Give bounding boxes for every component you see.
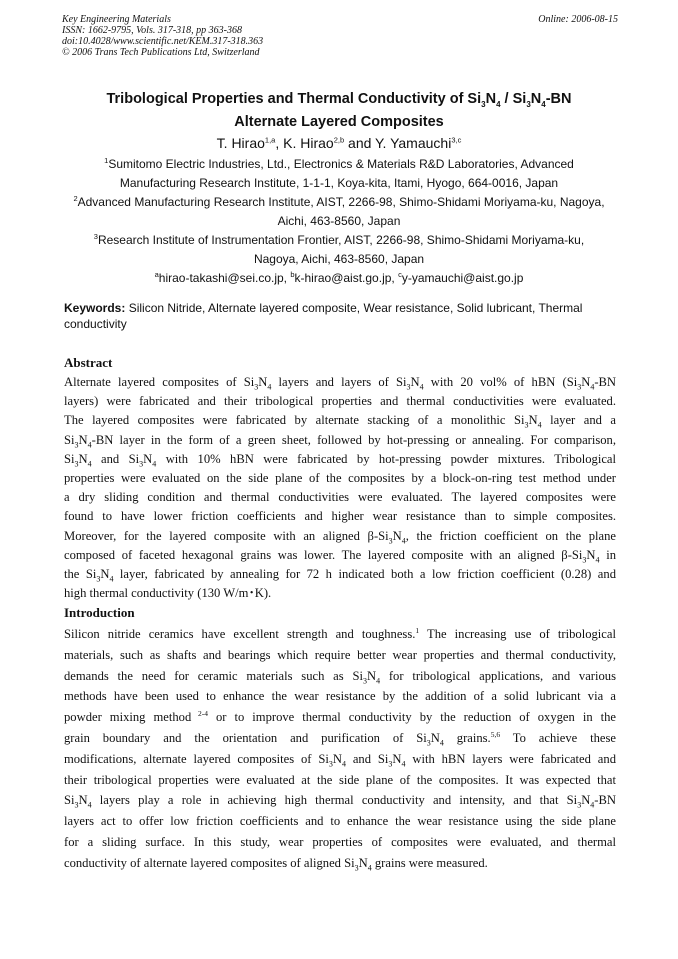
- author-list: T. Hirao$^{1,a}$, K. Hirao$^{2,b}$ and Y. Yamauchi$^{3,c}$: [216, 135, 462, 151]
- journal-header: [62, 14, 618, 58]
- abstract-heading: Abstract: [64, 355, 113, 370]
- doi-line: doi:10.4028/www.scientific.net/KEM.317-318.363: [62, 36, 264, 47]
- introduction-body: Silicon nitride ceramics have excellent strength and toughness.$^1$ The increasing use of tribological materials, such as shafts and bearings which require better wear properties and thermal conductivity, demands the need for ceramic materials such as $Si_3N_4$ for tribological applications, and various methods have been used to enhance the wear resistance by the addition of a solid lubricant via a powder mixing method $^{2-4}$ or to improve thermal conductivity by the reduction of oxygen in the grain boundary and the orientation and purification of $Si_3N_4$ grains.$^{5,6}$ To achieve these modifications, alternate layered composites of $Si_3N_4$ and $Si_3N_4$ with hBN layers were fabricated and their tribological properties were evaluated at the side plane of the composites. It was expected that $Si_3N_4$ layers play a role in achieving high thermal conductivity and intensity, and that $Si_3N_4-BN$ layers act to offer low friction coefficients and to enhance the wear resistance using the side plane for a sliding surface. In this study, wear properties of composites were evaluated, and thermal conductivity of alternate layered composites of aligned $Si_3N_4$ grains were measured.: [64, 625, 616, 873]
- journal-name: Key Engineering Materials: [62, 14, 171, 25]
- keywords: Keywords: Silicon Nitride, Alternate layered composite, Wear resistance, Solid lubricant, Thermal conductivity: [64, 301, 583, 331]
- online-date: Online: 2006-08-15: [538, 14, 618, 25]
- affiliations: $^1$Sumitomo Electric Industries, Ltd., Electronics & Materials R&D Laboratories, Advanced Manufacturing Research Institute, 1-1-1, Koya-kita, Itami, Hyogo, 664-0016, Japan $^2$Advanced Manufacturing Research Institute, AIST, 2266-98, Shimo-Shidami Moriyama-ku, Nagoya, Aichi, 463-8560, Japan $^3$Research Institute of Instrumentation Frontier, AIST, 2266-98, Shimo-Shidami Moriyama-ku, Nagoya, Aichi, 463-8560, Japan $^a$hirao-takashi@sei.co.jp, $^b$k-hirao@aist.go.jp, $^c$y-yamauchi@aist.go.jp: [50, 155, 628, 288]
- email-line: $^a$hirao-takashi@sei.co.jp, $^b$k-hirao@aist.go.jp, $^c$y-yamauchi@aist.go.jp: [154, 270, 524, 285]
- author-3: and Y. Yamauchi: [344, 135, 452, 151]
- paper-title: Tribological Properties and Thermal Conductivity of $Si_3N_4 / Si_3N_4-BN$ Alternate Layered Composites: [106, 91, 572, 130]
- abstract-body: Alternate layered composites of $Si_3N_4$ layers and layers of $Si_3N_4$ with 20 vol% of hBN ($Si_3N_4-BN$ layers) were fabricated and their tribological properties and thermal conductivities were evaluated. The layered composites were fabricated by alternate stacking of a monolithic $Si_3N_4$ layer and a $Si_3N_4-BN$ layer in the form of a green sheet, followed by hot-pressing or annealing. For comparison, $Si_3N_4$ and $Si_3N_4$ with 10% hBN were fabricated by hot-pressing powder mixtures. Tribological properties were evaluated on the side plane of the composites by a block-on-ring test method under a dry sliding condition and thermal conductivities were evaluated. The layered composites were found to have lower friction coefficients and higher wear resistance than to simple composites. Moreover, for the layered composite with an aligned $\beta-Si_3N_4$, the friction coefficient on the plane composed of faceted hexagonal grains was lower. The layered composite with an aligned $\beta-Si_3N_4$ in the $Si_3N_4$ layer, fabricated by annealing for 72 h indicated both a low friction coefficient (0.28) and high thermal conductivity (130 W/m･K).: [64, 375, 616, 601]
- author-2: , K. Hirao: [275, 135, 334, 151]
- introduction-heading: Introduction: [64, 605, 135, 620]
- copyright-line: © 2006 Trans Tech Publications Ltd, Switzerland: [62, 47, 260, 58]
- issn-line: ISSN: 1662-9795, Vols. 317-318, pp 363-368: [62, 25, 242, 36]
- author-1: T. Hirao: [216, 135, 265, 151]
